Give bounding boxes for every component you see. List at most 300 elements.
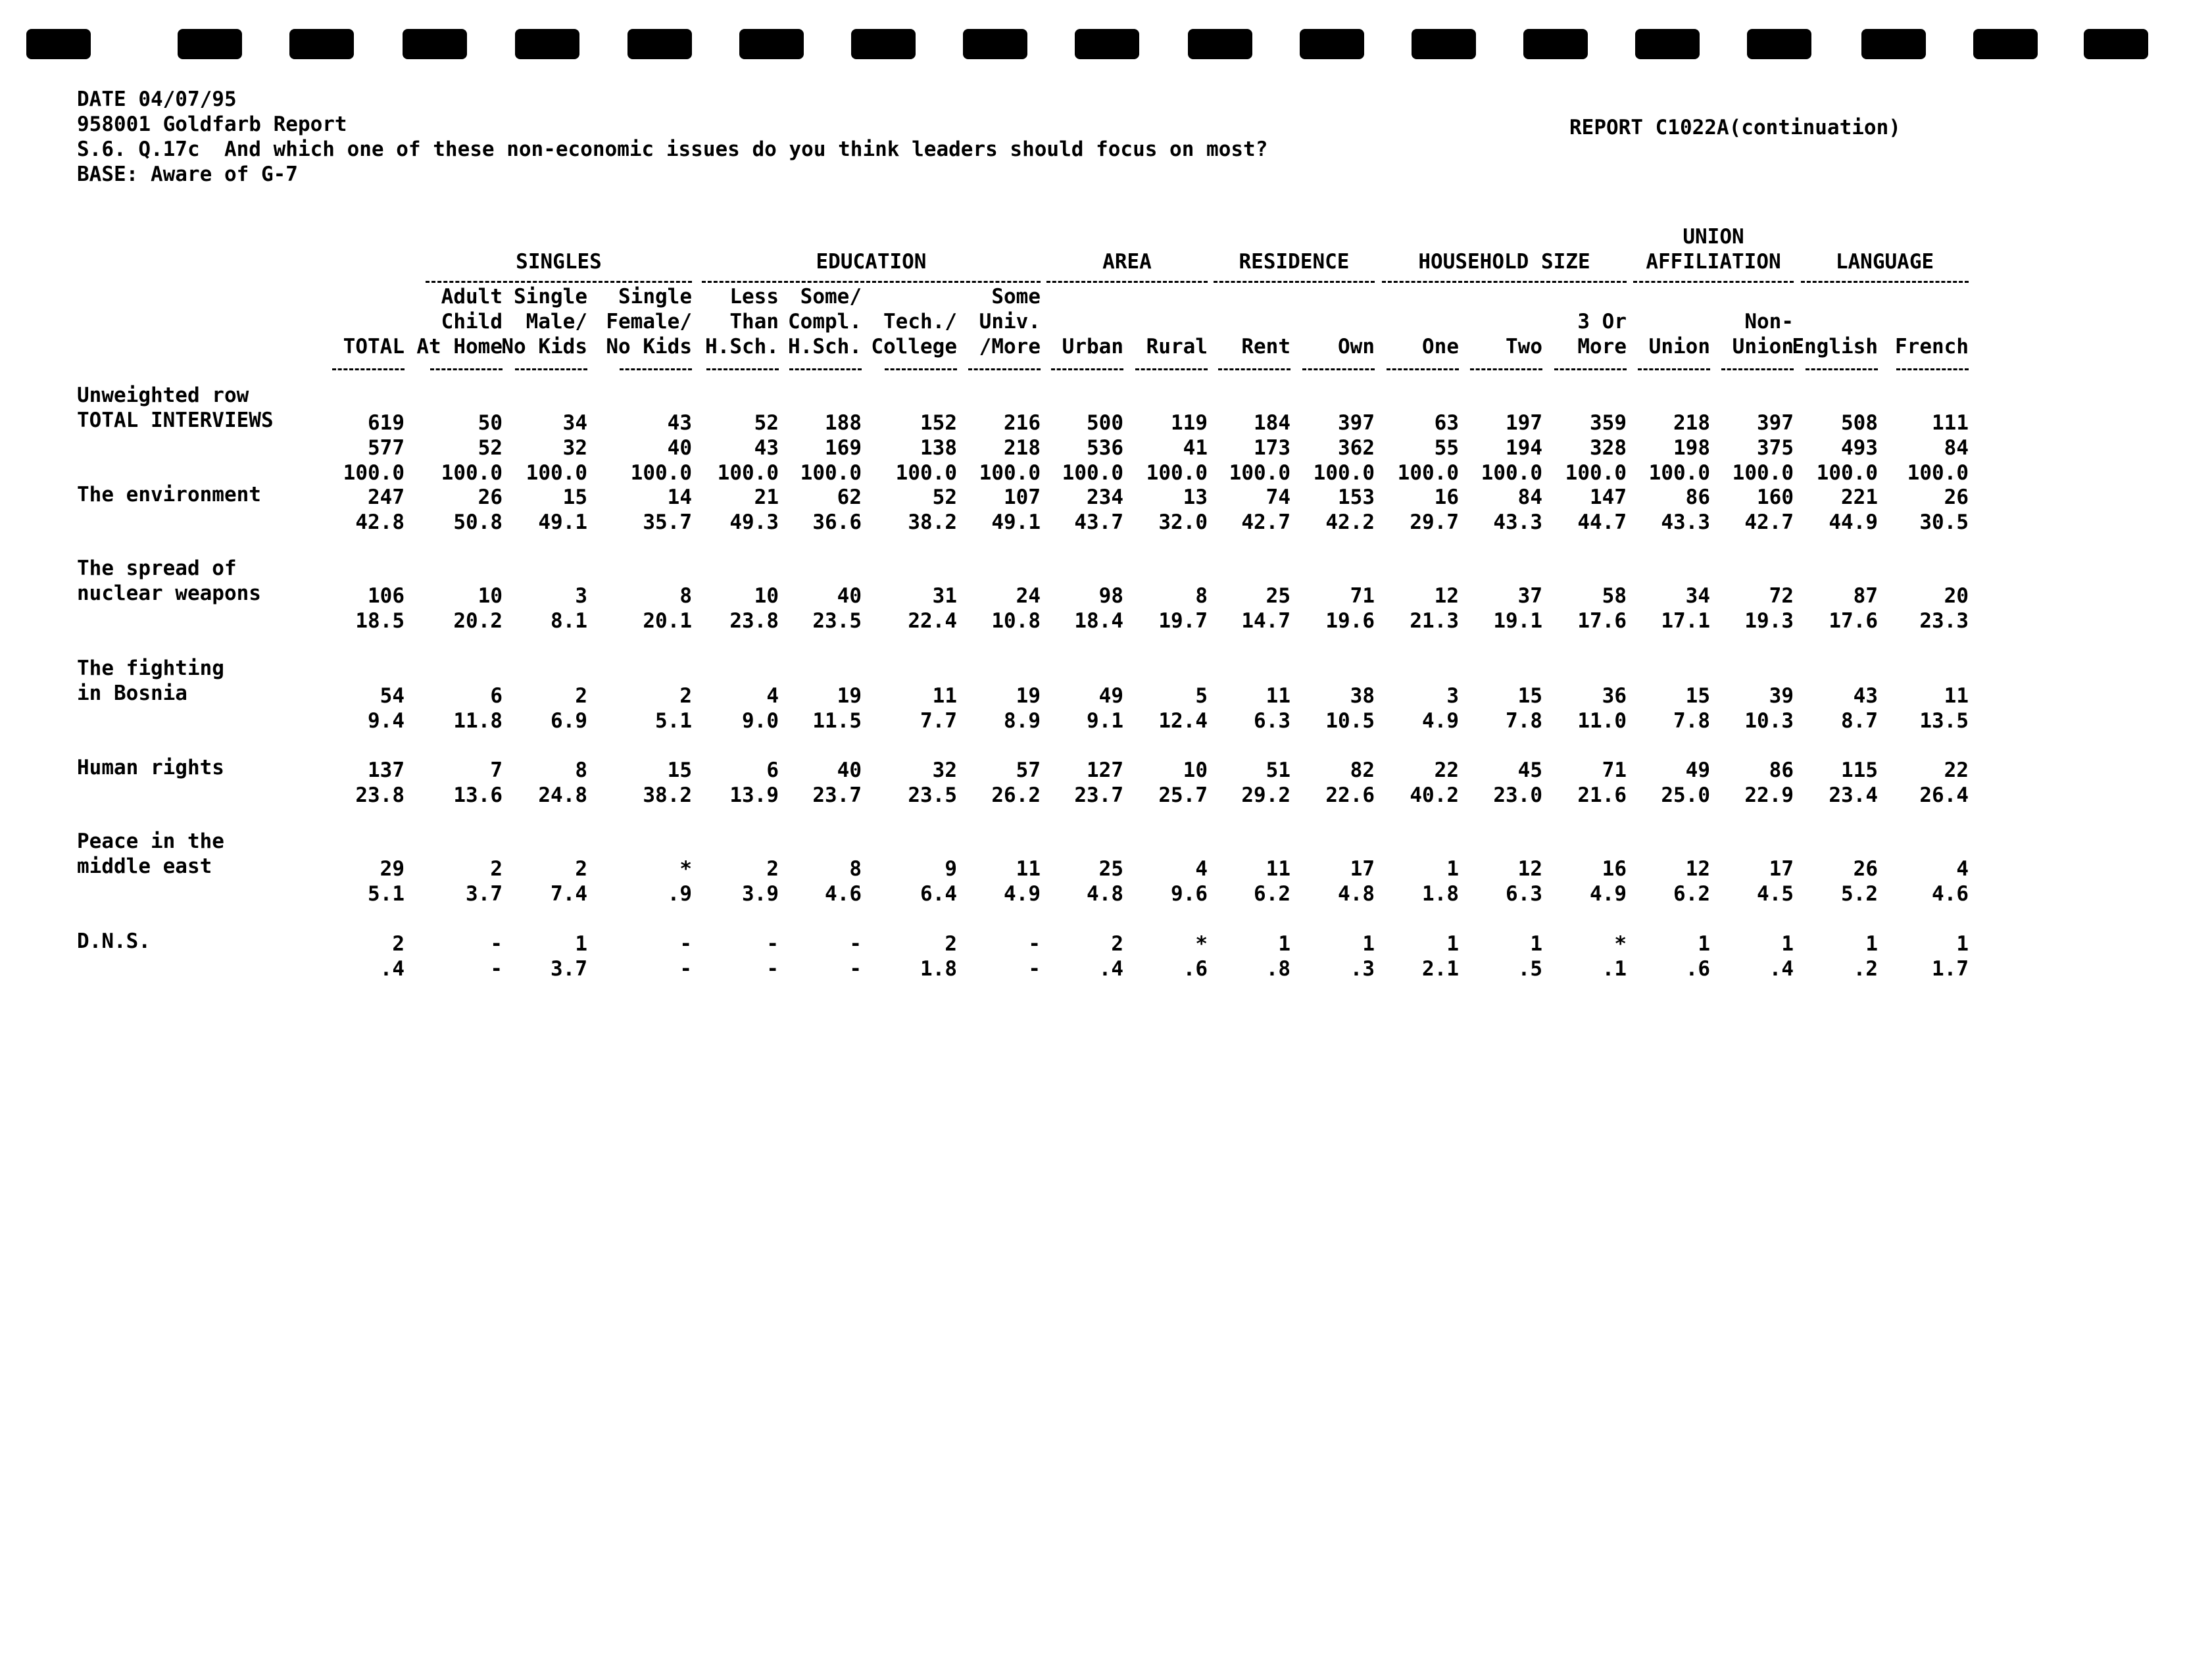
table-cell: 23.7	[1074, 783, 1123, 807]
table-cell: 5	[1195, 684, 1208, 708]
table-cell: 25.0	[1661, 783, 1710, 807]
column-header: Some/ Compl. H.Sch.	[788, 285, 862, 358]
table-cell: 4.6	[1932, 882, 1969, 906]
table-cell: 87	[1853, 584, 1878, 608]
table-cell: 11.5	[812, 709, 862, 733]
table-cell: 72	[1769, 584, 1794, 608]
feed-hole	[1861, 29, 1926, 59]
table-cell: 52	[754, 411, 779, 435]
table-cell: 29.7	[1410, 510, 1459, 534]
column-header: Some Univ. /More	[979, 285, 1041, 358]
table-cell: 115	[1841, 758, 1878, 782]
feed-hole	[1188, 29, 1252, 59]
table-cell: 3.7	[551, 957, 587, 981]
column-header: Adult Child At Home	[416, 285, 503, 358]
table-cell: -	[766, 957, 779, 981]
group-rule	[1214, 281, 1375, 283]
table-cell: 147	[1590, 485, 1627, 509]
feed-hole	[963, 29, 1027, 59]
table-cell: 1.8	[920, 957, 957, 981]
tractor-feed-holes	[0, 29, 2187, 63]
table-cell: 49.1	[991, 510, 1041, 534]
group-header	[1214, 249, 1375, 283]
table-cell: 13.9	[729, 783, 779, 807]
table-cell: .5	[1517, 957, 1542, 981]
table-cell: 17	[1350, 857, 1375, 881]
table-cell: 42.7	[1241, 510, 1290, 534]
table-cell: 10	[1183, 758, 1208, 782]
table-cell: 24	[1016, 584, 1041, 608]
table-cell: 119	[1171, 411, 1208, 435]
column-header: English	[1792, 335, 1878, 358]
table-cell: 7.4	[551, 882, 587, 906]
table-cell: 1	[1362, 932, 1375, 956]
table-cell: 100.0	[1648, 461, 1710, 485]
table-cell: 234	[1087, 485, 1123, 509]
table-cell: 40	[837, 584, 862, 608]
table-cell: 26	[478, 485, 503, 509]
feed-hole	[26, 29, 91, 59]
table-cell: 1.8	[1422, 882, 1459, 906]
table-cell: 43.3	[1661, 510, 1710, 534]
table-cell: 39	[1769, 684, 1794, 708]
table-cell: 19.7	[1158, 609, 1208, 633]
group-label: EDUCATION	[816, 250, 927, 274]
table-cell: .4	[1098, 957, 1123, 981]
table-cell: 7.7	[920, 709, 957, 733]
table-cell: 2.1	[1422, 957, 1459, 981]
table-cell: 216	[1004, 411, 1041, 435]
table-cell: 11	[1266, 684, 1290, 708]
table-cell: 1	[1865, 932, 1878, 956]
table-cell: 12	[1434, 584, 1459, 608]
table-cell: 16	[1434, 485, 1459, 509]
table-cell: 49.1	[538, 510, 587, 534]
table-cell: 508	[1841, 411, 1878, 435]
table-cell: 17.6	[1829, 609, 1878, 633]
table-cell: .4	[1769, 957, 1794, 981]
table-cell: -	[490, 957, 503, 981]
row-label: D.N.S.	[77, 929, 151, 953]
table-cell: 194	[1506, 436, 1542, 460]
table-cell: 86	[1685, 485, 1710, 509]
group-header	[1046, 249, 1208, 283]
table-cell: -	[679, 932, 692, 956]
feed-hole	[289, 29, 354, 59]
table-cell: 9.1	[1087, 709, 1123, 733]
table-cell: 43.7	[1074, 510, 1123, 534]
table-cell: 7	[490, 758, 503, 782]
feed-hole	[1300, 29, 1364, 59]
table-cell: 38.2	[908, 510, 957, 534]
table-cell: 36.6	[812, 510, 862, 534]
table-cell: 221	[1841, 485, 1878, 509]
table-cell: 37	[1517, 584, 1542, 608]
table-cell: 34	[562, 411, 587, 435]
table-cell: 100.0	[343, 461, 405, 485]
feed-hole	[1747, 29, 1811, 59]
column-rule	[1896, 368, 1969, 370]
table-cell: 10.8	[991, 609, 1041, 633]
table-cell: 1	[1530, 932, 1542, 956]
group-header	[1633, 224, 1794, 283]
table-cell: 19	[837, 684, 862, 708]
table-cell: 11.0	[1577, 709, 1627, 733]
table-cell: 40	[837, 758, 862, 782]
table-cell: 3	[1446, 684, 1459, 708]
feed-hole	[739, 29, 804, 59]
table-cell: 127	[1087, 758, 1123, 782]
table-cell: 84	[1944, 436, 1969, 460]
table-cell: *	[1195, 932, 1208, 956]
column-rule	[1218, 368, 1290, 370]
table-cell: 14.7	[1241, 609, 1290, 633]
feed-hole	[403, 29, 467, 59]
feed-hole	[1973, 29, 2038, 59]
table-cell: 577	[368, 436, 405, 460]
table-cell: 14	[667, 485, 692, 509]
table-cell: 107	[1004, 485, 1041, 509]
report-title: 958001 Goldfarb Report	[77, 112, 347, 136]
table-cell: .6	[1685, 957, 1710, 981]
column-rule	[789, 368, 862, 370]
table-cell: 11	[1944, 684, 1969, 708]
group-rule	[1046, 281, 1208, 283]
table-cell: 17.6	[1577, 609, 1627, 633]
table-cell: .9	[667, 882, 692, 906]
base-line: BASE: Aware of G-7	[77, 162, 298, 186]
group-header	[1382, 249, 1627, 283]
table-cell: 42.7	[1744, 510, 1794, 534]
table-cell: -	[1028, 932, 1041, 956]
table-cell: 19	[1016, 684, 1041, 708]
table-cell: 11	[932, 684, 957, 708]
table-cell: 23.4	[1829, 783, 1878, 807]
table-cell: 43	[667, 411, 692, 435]
table-cell: 1.7	[1932, 957, 1969, 981]
table-cell: 24.8	[538, 783, 587, 807]
table-cell: 106	[368, 584, 405, 608]
table-cell: 26	[1853, 857, 1878, 881]
table-cell: 34	[1685, 584, 1710, 608]
table-cell: 22.9	[1744, 783, 1794, 807]
table-cell: 2	[945, 932, 957, 956]
table-cell: 17.1	[1661, 609, 1710, 633]
column-header: Two	[1506, 335, 1542, 358]
table-cell: 4	[1195, 857, 1208, 881]
table-cell: 58	[1602, 584, 1627, 608]
table-cell: 1	[1956, 932, 1969, 956]
table-cell: 44.7	[1577, 510, 1627, 534]
table-cell: 50	[478, 411, 503, 435]
table-cell: 32	[562, 436, 587, 460]
table-cell: 375	[1757, 436, 1794, 460]
group-label: LANGUAGE	[1835, 250, 1934, 274]
table-cell: 16	[1602, 857, 1627, 881]
table-cell: 153	[1338, 485, 1375, 509]
group-rule	[426, 281, 692, 283]
table-cell: -	[849, 957, 862, 981]
table-cell: 35.7	[643, 510, 692, 534]
table-cell: 15	[1685, 684, 1710, 708]
table-cell: 138	[920, 436, 957, 460]
table-cell: 8	[575, 758, 587, 782]
table-cell: 4.5	[1757, 882, 1794, 906]
table-cell: 359	[1590, 411, 1627, 435]
table-cell: 84	[1517, 485, 1542, 509]
column-header: 3 Or More	[1577, 310, 1627, 358]
table-cell: 1	[575, 932, 587, 956]
column-header: TOTAL	[343, 335, 405, 358]
column-header: Own	[1338, 335, 1375, 358]
table-cell: 18.4	[1074, 609, 1123, 633]
table-cell: 52	[932, 485, 957, 509]
group-label: RESIDENCE	[1239, 250, 1350, 274]
table-cell: 137	[368, 758, 405, 782]
table-cell: 100.0	[1816, 461, 1878, 485]
table-cell: 100.0	[1229, 461, 1290, 485]
report-id: REPORT C1022A(continuation)	[1569, 116, 1901, 139]
table-cell: 362	[1338, 436, 1375, 460]
row-label: The environment	[77, 483, 261, 506]
table-cell: .3	[1350, 957, 1375, 981]
table-cell: 10.5	[1325, 709, 1375, 733]
table-cell: 100.0	[441, 461, 503, 485]
table-cell: 6.2	[1254, 882, 1290, 906]
table-cell: 9.0	[742, 709, 779, 733]
table-cell: 218	[1673, 411, 1710, 435]
column-header: Tech./ College	[871, 310, 957, 358]
table-cell: 4.8	[1087, 882, 1123, 906]
table-cell: 1	[1446, 932, 1459, 956]
column-rule	[332, 368, 405, 370]
column-header: Non- Union	[1732, 310, 1794, 358]
table-cell: 100.0	[1732, 461, 1794, 485]
column-header: Union	[1648, 335, 1710, 358]
table-cell: 6	[766, 758, 779, 782]
table-cell: 98	[1098, 584, 1123, 608]
table-cell: 42.2	[1325, 510, 1375, 534]
table-cell: .2	[1853, 957, 1878, 981]
table-cell: 15	[562, 485, 587, 509]
table-cell: 493	[1841, 436, 1878, 460]
column-header: One	[1422, 335, 1459, 358]
table-cell: 19.1	[1493, 609, 1542, 633]
table-cell: 100.0	[979, 461, 1041, 485]
table-cell: 13.6	[453, 783, 503, 807]
survey-question: S.6. Q.17c And which one of these non-economic issues do you think leaders should focus on most?	[77, 137, 1268, 161]
table-cell: 3.7	[466, 882, 503, 906]
column-rule	[1051, 368, 1123, 370]
column-header: Less Than H.Sch.	[705, 285, 779, 358]
table-cell: 26	[1944, 485, 1969, 509]
table-cell: 1	[1446, 857, 1459, 881]
group-rule	[1633, 281, 1794, 283]
column-header: Rent	[1241, 335, 1290, 358]
table-cell: 23.3	[1919, 609, 1969, 633]
column-rule	[1638, 368, 1710, 370]
column-rule	[1806, 368, 1878, 370]
table-cell: 15	[1517, 684, 1542, 708]
table-cell: 30.5	[1919, 510, 1969, 534]
table-cell: 25	[1098, 857, 1123, 881]
table-cell: 328	[1590, 436, 1627, 460]
table-cell: 29	[380, 857, 405, 881]
table-cell: 536	[1087, 436, 1123, 460]
table-cell: 26.2	[991, 783, 1041, 807]
feed-hole	[1635, 29, 1700, 59]
table-cell: 173	[1254, 436, 1290, 460]
table-cell: 62	[837, 485, 862, 509]
column-rule	[968, 368, 1041, 370]
column-rule	[430, 368, 503, 370]
column-rule	[1302, 368, 1375, 370]
feed-hole	[178, 29, 242, 59]
table-cell: 45	[1517, 758, 1542, 782]
group-header	[702, 249, 1041, 283]
table-cell: 23.8	[355, 783, 405, 807]
table-cell: 23.5	[812, 609, 862, 633]
table-cell: 36	[1602, 684, 1627, 708]
table-cell: 100.0	[800, 461, 862, 485]
table-cell: 4	[1956, 857, 1969, 881]
table-cell: 100.0	[895, 461, 957, 485]
table-cell: 21.3	[1410, 609, 1459, 633]
table-cell: 500	[1087, 411, 1123, 435]
table-cell: 8.9	[1004, 709, 1041, 733]
table-cell: 100.0	[1907, 461, 1969, 485]
table-cell: 4.9	[1422, 709, 1459, 733]
table-cell: 10.3	[1744, 709, 1794, 733]
table-cell: 100.0	[630, 461, 692, 485]
table-cell: 25	[1266, 584, 1290, 608]
table-cell: 82	[1350, 758, 1375, 782]
column-header: Rural	[1146, 335, 1208, 358]
table-cell: 152	[920, 411, 957, 435]
table-cell: 43	[754, 436, 779, 460]
table-cell: 9.6	[1171, 882, 1208, 906]
table-cell: 6.3	[1506, 882, 1542, 906]
table-cell: 25.7	[1158, 783, 1208, 807]
table-cell: 9.4	[368, 709, 405, 733]
table-cell: 6	[490, 684, 503, 708]
row-label: The fighting in Bosnia	[77, 656, 224, 705]
table-cell: 1	[1278, 932, 1290, 956]
table-cell: 188	[825, 411, 862, 435]
table-cell: 100.0	[1313, 461, 1375, 485]
table-cell: 8.7	[1841, 709, 1878, 733]
table-cell: 49.3	[729, 510, 779, 534]
table-cell: 29.2	[1241, 783, 1290, 807]
table-cell: 43.3	[1493, 510, 1542, 534]
table-cell: 52	[478, 436, 503, 460]
table-cell: 4	[766, 684, 779, 708]
row-label: Peace in the middle east	[77, 829, 224, 878]
table-cell: 100.0	[1481, 461, 1542, 485]
table-cell: 23.0	[1493, 783, 1542, 807]
table-cell: 11	[1016, 857, 1041, 881]
column-rule	[1135, 368, 1208, 370]
table-cell: 4.9	[1004, 882, 1041, 906]
group-rule	[1382, 281, 1627, 283]
table-cell: 71	[1350, 584, 1375, 608]
feed-hole	[627, 29, 692, 59]
table-cell: 198	[1673, 436, 1710, 460]
column-rule	[706, 368, 779, 370]
feed-hole	[851, 29, 916, 59]
table-cell: 6.2	[1673, 882, 1710, 906]
table-cell: 55	[1434, 436, 1459, 460]
table-cell: 8.1	[551, 609, 587, 633]
table-cell: 18.5	[355, 609, 405, 633]
column-header: Single Male/ No Kids	[501, 285, 587, 358]
table-cell: 6.9	[551, 709, 587, 733]
table-cell: 20.1	[643, 609, 692, 633]
group-label: AREA	[1102, 250, 1152, 274]
group-label: UNION AFFILIATION	[1646, 225, 1781, 274]
column-rule	[885, 368, 957, 370]
column-rule	[515, 368, 587, 370]
table-cell: 22	[1944, 758, 1969, 782]
table-cell: 7.8	[1673, 709, 1710, 733]
table-cell: 43	[1853, 684, 1878, 708]
table-cell: 22	[1434, 758, 1459, 782]
row-label: The spread of nuclear weapons	[77, 556, 261, 605]
table-cell: 6.4	[920, 882, 957, 906]
table-cell: 2	[392, 932, 405, 956]
table-cell: 50.8	[453, 510, 503, 534]
table-cell: -	[849, 932, 862, 956]
column-header: Single Female/ No Kids	[606, 285, 692, 358]
table-cell: 44.9	[1829, 510, 1878, 534]
table-cell: -	[1028, 957, 1041, 981]
table-cell: 57	[1016, 758, 1041, 782]
table-cell: 40.2	[1410, 783, 1459, 807]
table-cell: -	[766, 932, 779, 956]
column-header: French	[1895, 335, 1969, 358]
table-cell: 49	[1685, 758, 1710, 782]
feed-hole	[1412, 29, 1476, 59]
group-label: SINGLES	[516, 250, 602, 274]
table-cell: *	[1614, 932, 1627, 956]
table-cell: .6	[1183, 957, 1208, 981]
table-cell: 11	[1266, 857, 1290, 881]
report-date: DATE 04/07/95	[77, 87, 237, 111]
table-cell: 8	[849, 857, 862, 881]
table-cell: 13.5	[1919, 709, 1969, 733]
table-cell: 7.8	[1506, 709, 1542, 733]
table-cell: 20.2	[453, 609, 503, 633]
table-cell: 12	[1685, 857, 1710, 881]
table-cell: 15	[667, 758, 692, 782]
table-cell: 20	[1944, 584, 1969, 608]
table-cell: 23.5	[908, 783, 957, 807]
table-cell: 397	[1338, 411, 1375, 435]
table-cell: 74	[1266, 485, 1290, 509]
table-cell: 100.0	[1062, 461, 1123, 485]
table-cell: 26.4	[1919, 783, 1969, 807]
column-rule	[1387, 368, 1459, 370]
table-cell: 13	[1183, 485, 1208, 509]
column-header: Urban	[1062, 335, 1123, 358]
table-cell: 21.6	[1577, 783, 1627, 807]
table-cell: 22.6	[1325, 783, 1375, 807]
table-cell: 2	[575, 857, 587, 881]
table-cell: 5.1	[655, 709, 692, 733]
group-label: HOUSEHOLD SIZE	[1418, 250, 1590, 274]
table-cell: 23.8	[729, 609, 779, 633]
table-cell: 40	[667, 436, 692, 460]
